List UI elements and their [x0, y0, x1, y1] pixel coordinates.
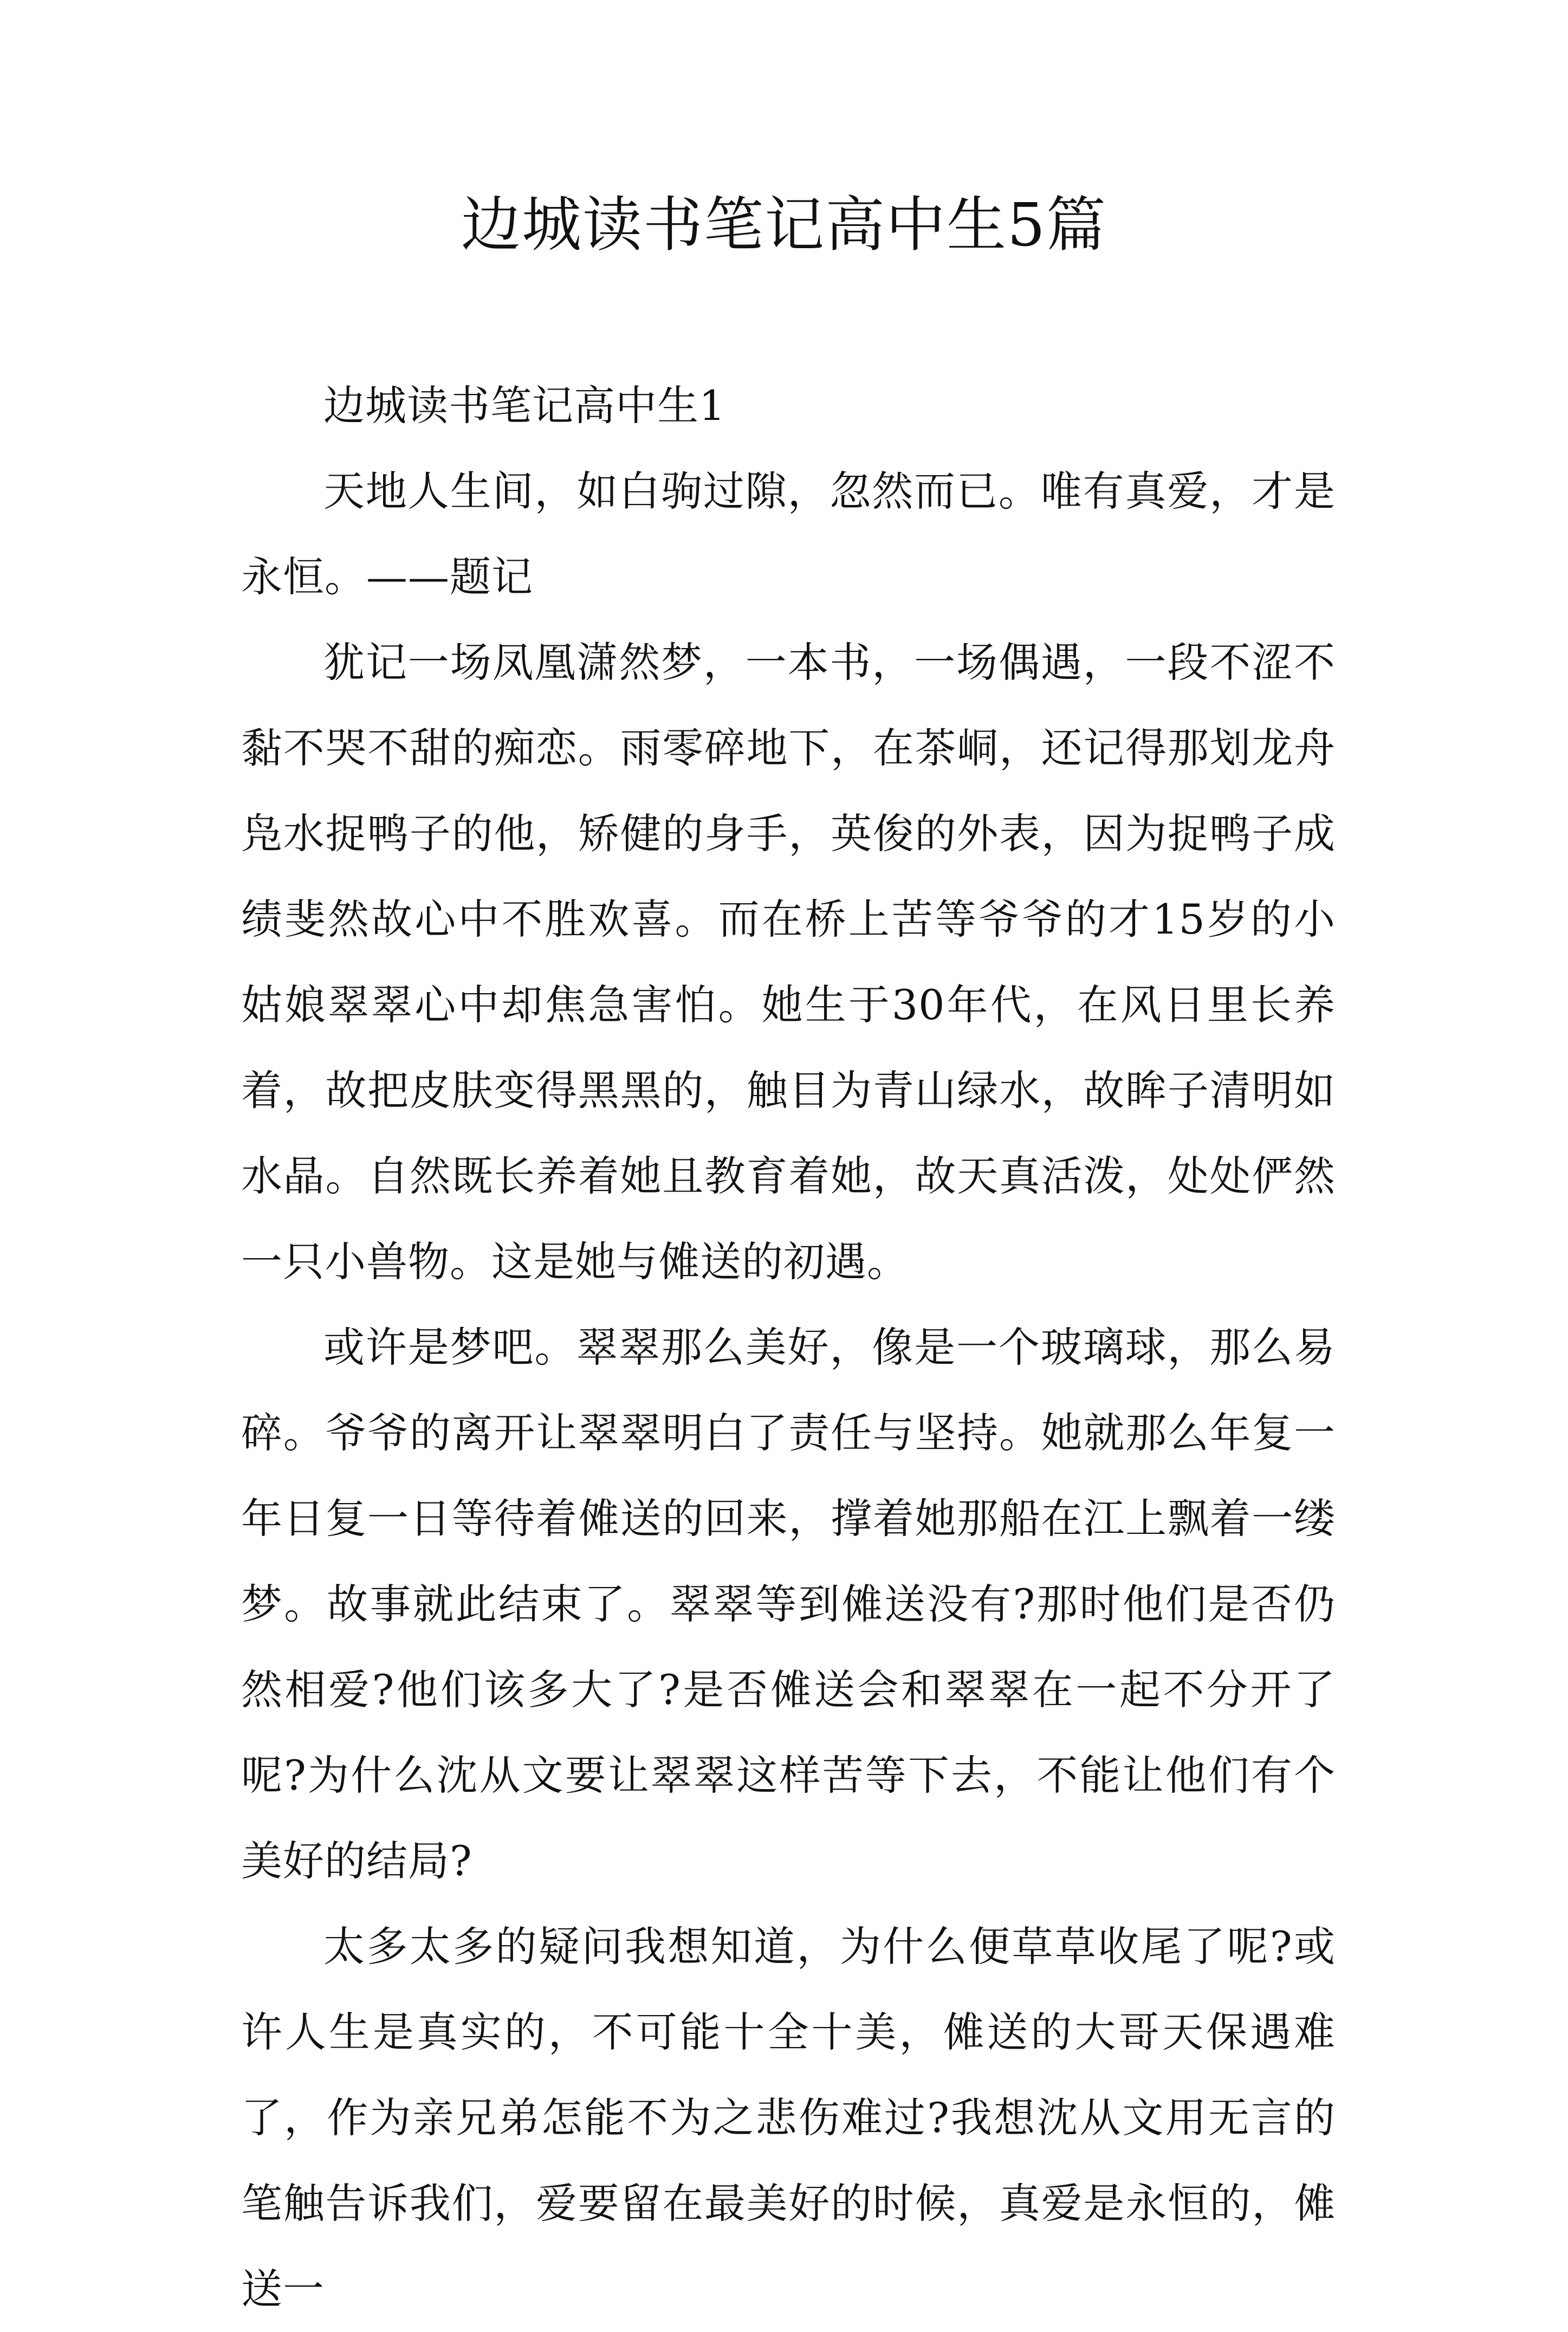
- document-title: 边城读书笔记高中生5篇: [461, 190, 1107, 260]
- document-body: [241, 363, 1336, 2332]
- body-paragraph: 或许是梦吧。翠翠那么美好，像是一个玻璃球，那么易碎。爷爷的离开让翠翠明白了责任与坚持。她就那么年复一年日复一日等待着傩送的回来，撑着她那船在江上飘着一缕梦。故事就此结束了。翠翠等到傩送没有?那时他们是否仍然相爱?他们该多大了?是否傩送会和翠翠在一起不分开了呢?为什么沈从文要让翠翠这样苦等下去，不能让他们有个美好的结局?: [241, 1323, 1336, 1885]
- body-paragraph: 犹记一场凤凰潇然梦，一本书，一场偶遇，一段不涩不黏不哭不甜的痴恋。雨零碎地下，在茶峒，还记得那划龙舟凫水捉鸭子的他，矫健的身手，英俊的外表，因为捉鸭子成绩斐然故心中不胜欢喜。而在桥上苦等爷爷的才15岁的小姑娘翠翠心中却焦急害怕。她生于30年代，在风日里长养着，故把皮肤变得黑黑的，触目为青山绿水，故眸子清明如水晶。自然既长养着她且教育着她，故天真活泼，处处俨然一只小兽物。这是她与傩送的初遇。: [241, 638, 1336, 1286]
- epigraph-paragraph: 天地人生间，如白驹过隙，忽然而已。唯有真爱，才是永恒。——题记: [241, 467, 1336, 601]
- section-heading: 边城读书笔记高中生1: [323, 381, 726, 430]
- body-paragraph: 太多太多的疑问我想知道，为什么便草草收尾了呢?或许人生是真实的，不可能十全十美，傩送的大哥天保遇难了，作为亲兄弟怎能不为之悲伤难过?我想沈从文用无言的笔触告诉我们，爱要留在最美好的时候，真爱是永恒的，傩送一: [241, 1922, 1336, 2313]
